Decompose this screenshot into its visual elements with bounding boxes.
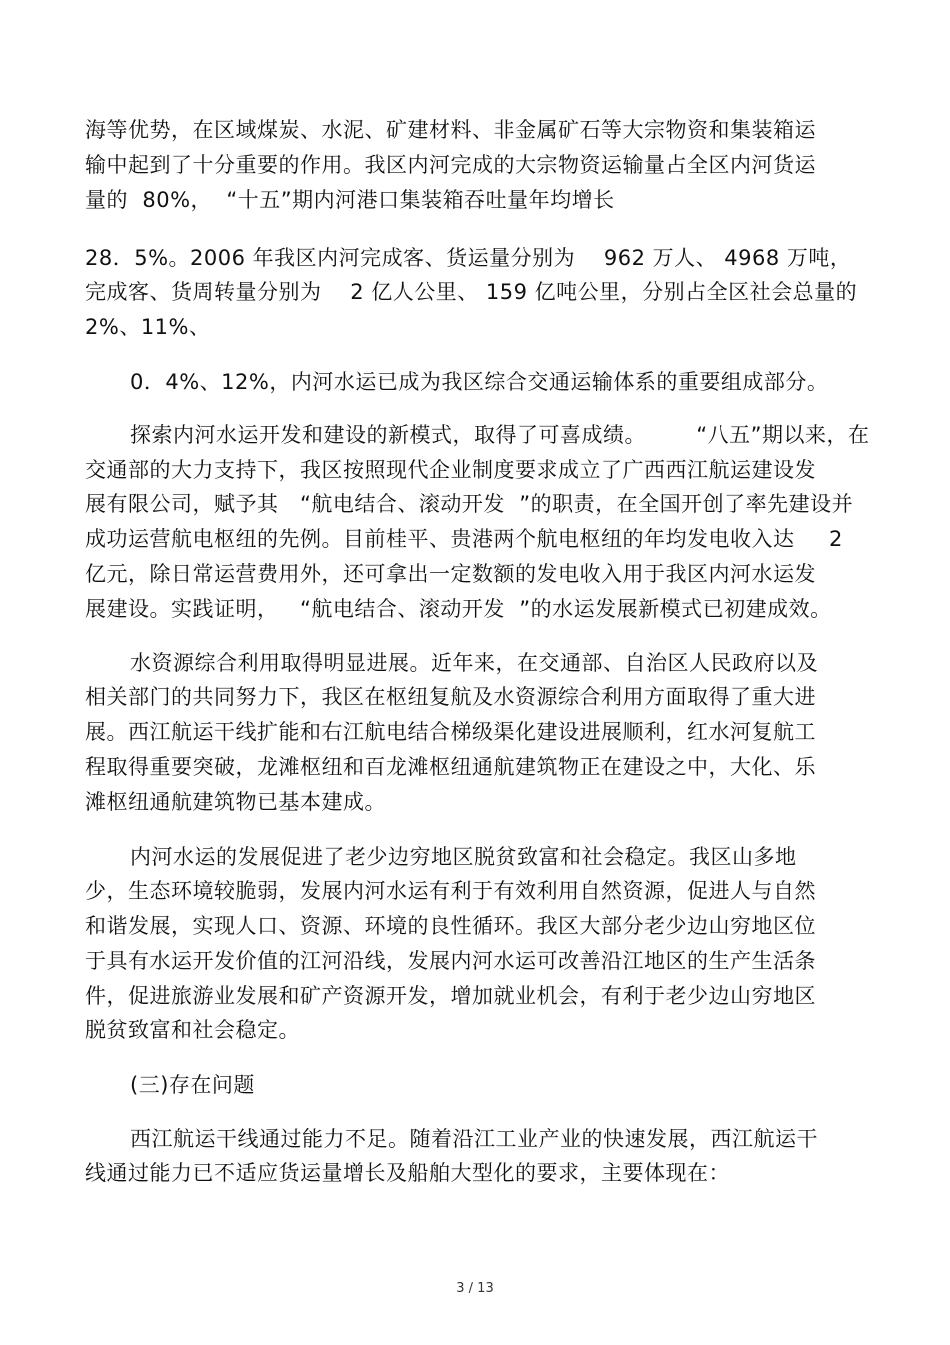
paragraph-4-line-4-end: 2 (829, 527, 843, 551)
paragraph-4-line-3: 展有限公司，赋予其 “航电结合、滚动开发 ”的职责，在全国开创了率先建设并 (85, 492, 854, 516)
paragraph-1-line-1: 海等优势，在区域煤炭、水泥、矿建材料、非金属矿石等大宗物资和集装箱运 (85, 118, 816, 142)
paragraph-6-line-3: 和谐发展，实现人口、资源、环境的良性循环。我区大部分老少边山穷地区位 (85, 914, 816, 938)
paragraph-1-line-2: 输中起到了十分重要的作用。我区内河完成的大宗物资运输量占全区内河货运 (85, 153, 816, 177)
paragraph-4-line-2: 交通部的大力支持下，我区按照现代企业制度要求成立了广西西江航运建设发 (85, 458, 816, 482)
paragraph-6-line-5: 件，促进旅游业发展和矿产资源开发，增加就业机会，有利于老少边山穷地区 (85, 984, 816, 1008)
paragraph-5-line-2: 相关部门的共同努力下，我区在枢纽复航及水资源综合利用方面取得了重大进 (85, 685, 816, 709)
paragraph-7-line-1: 西江航运干线通过能力不足。随着沿江工业产业的快速发展，西江航运干 (130, 1127, 818, 1151)
paragraph-6-line-1: 内河水运的发展促进了老少边穷地区脱贫致富和社会稳定。我区山多地 (130, 845, 797, 869)
paragraph-6-line-4: 于具有水运开发价值的江河沿线，发展内河水运可改善沿江地区的生产生活条 (85, 949, 816, 973)
paragraph-2-line-1: 28．5%。2006 年我区内河完成客、货运量分别为 962 万人、 4968 万吨， (85, 246, 852, 270)
paragraph-4-line-4: 成功运营航电枢纽的先例。目前桂平、贵港两个航电枢纽的年均发电收入达 (85, 527, 795, 551)
paragraph-4-line-6: 展建设。实践证明， “航电结合、滚动开发 ”的水运发展新模式已初建成效。 (85, 597, 832, 621)
page-number: 3 / 13 (456, 1281, 494, 1296)
paragraph-5-line-1: 水资源综合利用取得明显进展。近年来，在交通部、自治区人民政府以及 (130, 651, 818, 675)
paragraph-4-line-1: 探索内河水运开发和建设的新模式，取得了可喜成绩。 “八五”期以来，在 (130, 423, 870, 447)
paragraph-5-line-5: 滩枢纽通航建筑物已基本建成。 (85, 790, 386, 814)
paragraph-4-line-5: 亿元，除日常运营费用外，还可拿出一定数额的发电收入用于我区内河水运发 (85, 562, 816, 586)
paragraph-1-line-3: 量的 80%， “十五”期内河港口集装箱吞吐量年均增长 (85, 188, 615, 212)
paragraph-2-line-2: 完成客、货周转量分别为 2 亿人公里、 159 亿吨公里，分别占全区社会总量的 (85, 280, 858, 304)
paragraph-6-line-2: 少，生态环境较脆弱，发展内河水运有利于有效利用自然资源，促进人与自然 (85, 879, 816, 903)
paragraph-6-line-6: 脱贫致富和社会稳定。 (85, 1018, 300, 1042)
paragraph-2-line-3: 2%、11%、 (85, 315, 211, 339)
section-heading: (三)存在问题 (130, 1073, 255, 1097)
paragraph-7-line-2: 线通过能力已不适应货运量增长及船舶大型化的要求，主要体现在： (85, 1161, 730, 1185)
paragraph-5-line-3: 展。西江航运干线扩能和右江航电结合梯级渠化建设进展顺利，红水河复航工 (85, 720, 816, 744)
paragraph-3-line-1: 0．4%、12%，内河水运已成为我区综合交通运输体系的重要组成部分。 (130, 370, 829, 394)
paragraph-5-line-4: 程取得重要突破，龙滩枢纽和百龙滩枢纽通航建筑物正在建设之中，大化、乐 (85, 755, 816, 779)
